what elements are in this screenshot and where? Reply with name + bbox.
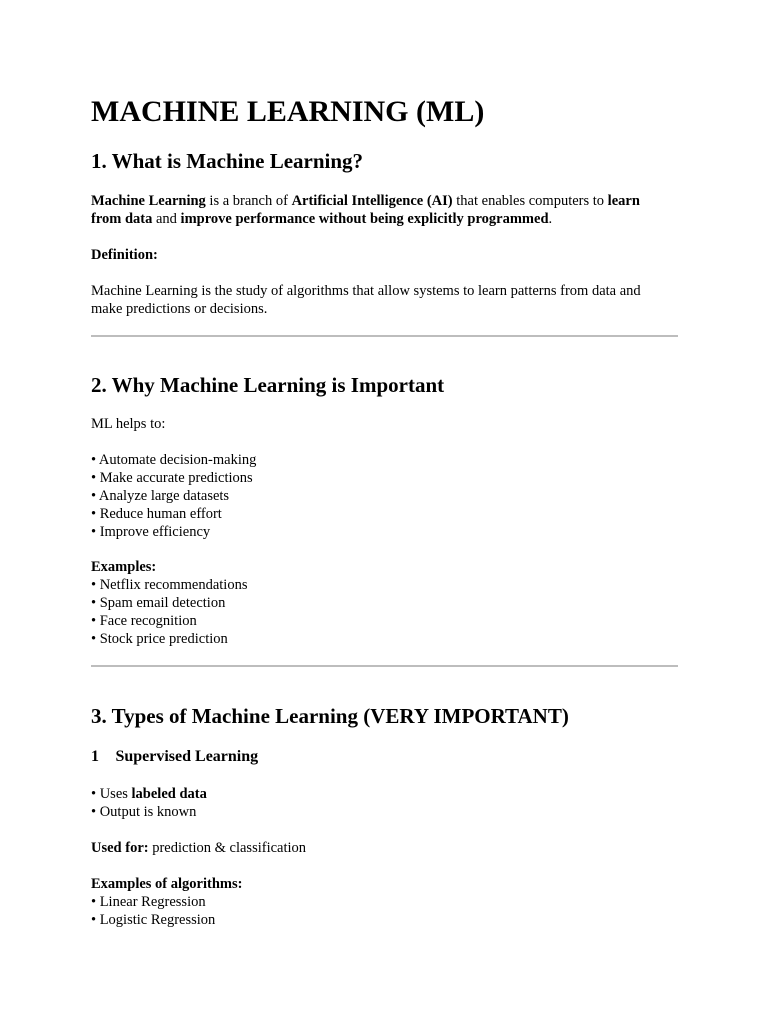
used-for-label: Used for: xyxy=(91,840,149,856)
divider xyxy=(91,665,678,667)
list-item: • Logistic Regression xyxy=(91,912,216,928)
section-2-heading: 2. Why Machine Learning is Important xyxy=(91,373,445,397)
list-item: • Spam email detection xyxy=(91,595,226,611)
term-improve-performance: improve performance without being explicitly programmed xyxy=(180,211,549,227)
intro-text: that enables computers to xyxy=(452,193,608,209)
list-item: • Linear Regression xyxy=(91,894,206,910)
section-2-lead: ML helps to: xyxy=(91,416,166,432)
list-item: • Make accurate predictions xyxy=(91,470,253,486)
term-ai: Artificial Intelligence (AI) xyxy=(291,193,453,209)
term-machine-learning: Machine Learning xyxy=(91,193,206,209)
subsection-supervised-heading: 1⃣ Supervised Learning xyxy=(91,748,259,765)
definition-text xyxy=(91,282,678,318)
term-learn: learn xyxy=(607,193,640,209)
list-item: • Reduce human effort xyxy=(91,506,222,522)
used-for-text xyxy=(91,839,678,857)
list-item: • Analyze large datasets xyxy=(91,488,230,504)
intro-text: . xyxy=(548,211,553,227)
section-1-intro xyxy=(91,192,678,228)
list-item xyxy=(91,785,678,803)
section-1-heading: 1. What is Machine Learning? xyxy=(91,149,364,173)
bullet-prefix: • Uses xyxy=(91,786,132,802)
examples-block xyxy=(91,558,678,648)
definition-line: Machine Learning is the study of algorithms that allow systems to learn patterns from data and xyxy=(91,283,641,299)
intro-line-1 xyxy=(91,192,678,210)
definition-line: make predictions or decisions. xyxy=(91,301,268,317)
list-item: • Improve efficiency xyxy=(91,524,211,540)
list-item: • Netflix recommendations xyxy=(91,577,248,593)
list-item: • Face recognition xyxy=(91,613,197,629)
algorithms-block xyxy=(91,875,678,929)
used-for-line xyxy=(91,839,678,857)
benefits-list xyxy=(91,451,678,541)
intro-text: is a branch of xyxy=(205,193,292,209)
term-from-data: from data xyxy=(91,211,153,227)
document-title: MACHINE LEARNING (ML) xyxy=(91,95,485,128)
term-labeled-data: labeled data xyxy=(131,786,207,802)
list-item: • Output is known xyxy=(91,804,197,820)
supervised-bullets xyxy=(91,785,678,821)
section-3-heading: 3. Types of Machine Learning (VERY IMPORTANT) xyxy=(91,704,569,728)
used-for-value: prediction & classification xyxy=(148,840,307,856)
intro-line-2 xyxy=(91,210,678,228)
definition-label: Definition: xyxy=(91,247,158,263)
intro-text: and xyxy=(152,211,181,227)
list-item: • Stock price prediction xyxy=(91,631,228,647)
divider xyxy=(91,335,678,337)
algorithms-label: Examples of algorithms: xyxy=(91,876,243,892)
list-item: • Automate decision-making xyxy=(91,452,257,468)
examples-label: Examples: xyxy=(91,559,157,575)
